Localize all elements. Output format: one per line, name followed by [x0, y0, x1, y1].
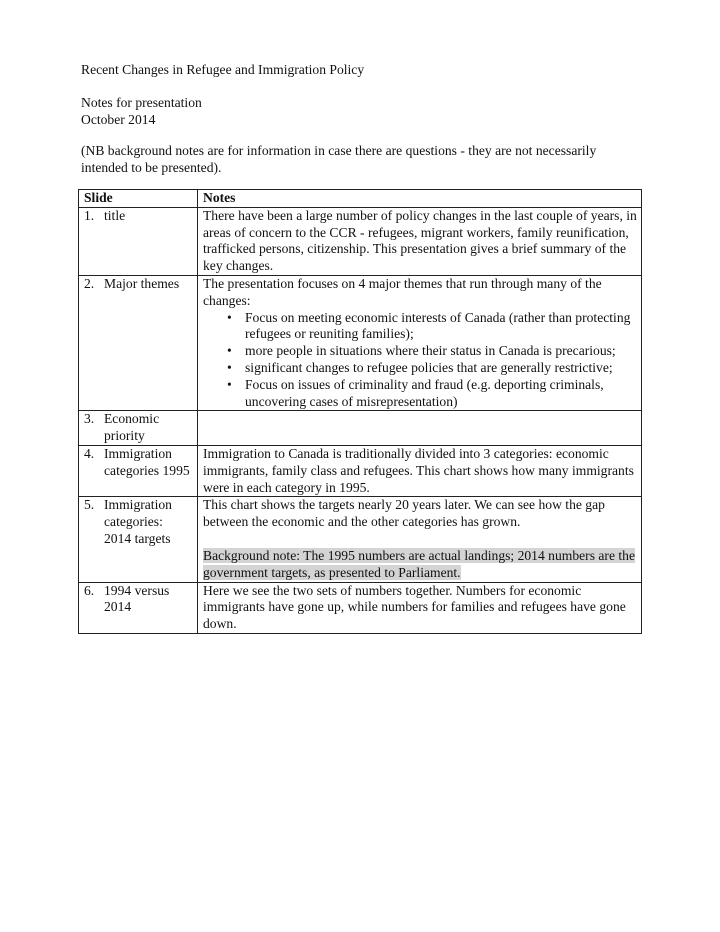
slide-label: Immigration categories: 2014 targets: [104, 497, 172, 546]
table-row: [79, 275, 642, 410]
list-item: • more people in situations where their status in Canada is precarious;: [203, 343, 637, 360]
slide-cell: [79, 445, 198, 496]
slide-label: 1994 versus 2014: [104, 582, 170, 615]
notes-cell: There have been a large number of policy changes in the last couple of years, in areas of concern to the CCR - refugees, migrant workers, family reunification, trafficked persons, citizenship. This presentation gives a brief summary of the key changes.: [198, 207, 642, 275]
slide-label: title: [104, 207, 126, 223]
background-note-text: Background note: The 1995 numbers are actual landings; 2014 numbers are the government targets, as presented to Parliament.: [203, 547, 635, 580]
slide-cell: [79, 497, 198, 582]
table-header-row: [79, 190, 642, 208]
highlighted-background-note: [203, 548, 637, 582]
paragraph-gap: [203, 531, 637, 548]
list-item: • Focus on meeting economic interests of Canada (rather than protecting refugees or reuniting families);: [203, 310, 637, 344]
nb-background-note: (NB background notes are for information in case there are questions - they are not necessarily intended to be presented).: [81, 143, 597, 175]
slide-number: 2.: [84, 275, 95, 291]
slide-cell: [79, 275, 198, 410]
notes-text: The presentation focuses on 4 major themes that run through many of the changes:: [203, 275, 602, 308]
slide-number: 3.: [84, 411, 95, 427]
slide-label: Major themes: [104, 275, 180, 291]
slide-cell: [79, 411, 198, 446]
slide-cell: [79, 207, 198, 275]
notes-cell: Immigration to Canada is traditionally divided into 3 categories: economic immigrants, family class and refugees. This chart shows how many immigrants were in each category in 1995.: [198, 445, 642, 496]
slide-number: 5.: [84, 497, 95, 513]
table-row: [79, 445, 642, 496]
slide-label: Economic priority: [104, 411, 160, 444]
table-row: [79, 582, 642, 633]
notes-cell: [198, 497, 642, 582]
notes-cell: [198, 411, 642, 446]
table-row: [79, 207, 642, 275]
notes-cell: Here we see the two sets of numbers together. Numbers for economic immigrants have gone up, while numbers for families and refugees have gone down.: [198, 582, 642, 633]
slides-notes-table: [78, 189, 642, 634]
themes-bullet-list: [203, 310, 637, 411]
slide-label: Immigration categories 1995: [104, 445, 190, 478]
notes-column-header: Notes: [198, 190, 642, 208]
slide-number: 4.: [84, 445, 95, 461]
slide-number: 6.: [84, 582, 95, 598]
document-title: Recent Changes in Refugee and Immigration Policy: [81, 62, 365, 77]
table-row: [79, 497, 642, 582]
document-date: October 2014: [81, 112, 156, 127]
slide-cell: [79, 582, 198, 633]
list-item: • Focus on issues of criminality and fraud (e.g. deporting criminals, uncovering cases of misrepresentation): [203, 377, 637, 411]
notes-text: This chart shows the targets nearly 20 years later. We can see how the gap between the economic and the other categories has grown.: [203, 497, 605, 530]
list-item: • significant changes to refugee policies that are generally restrictive;: [203, 360, 637, 377]
notes-cell: [198, 275, 642, 410]
slide-column-header: Slide: [79, 190, 198, 208]
slide-number: 1.: [84, 207, 95, 223]
document-subtitle: Notes for presentation: [81, 95, 202, 110]
table-row: [79, 411, 642, 446]
